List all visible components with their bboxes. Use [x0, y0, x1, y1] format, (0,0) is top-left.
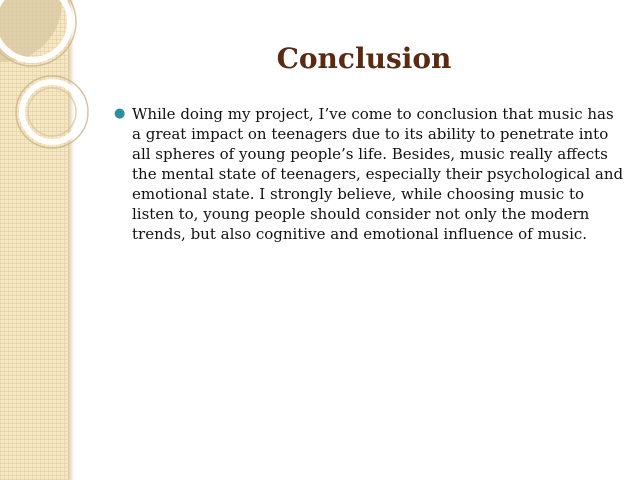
bullet-dot-icon: ● [114, 106, 126, 121]
bullet-list [114, 104, 624, 244]
decorative-ring-small [22, 82, 82, 142]
slide-title: Conclusion [276, 42, 452, 75]
bullet-text: While doing my project, I’ve come to conclusion that music has a great impact on teenagers due to its ability to penetrate into all spheres of young people’s life. Besides, music really affects the mental state of teenagers, especially their psychological and emotional state. I strongly believe, while choosing music to listen to, young people should consider not only the modern trends, but also cognitive and emotional influence of music. [132, 105, 624, 243]
bullet-item [114, 104, 624, 244]
decorative-ring-small-inner [28, 88, 76, 136]
decorative-ring-small-shadow [16, 76, 88, 148]
